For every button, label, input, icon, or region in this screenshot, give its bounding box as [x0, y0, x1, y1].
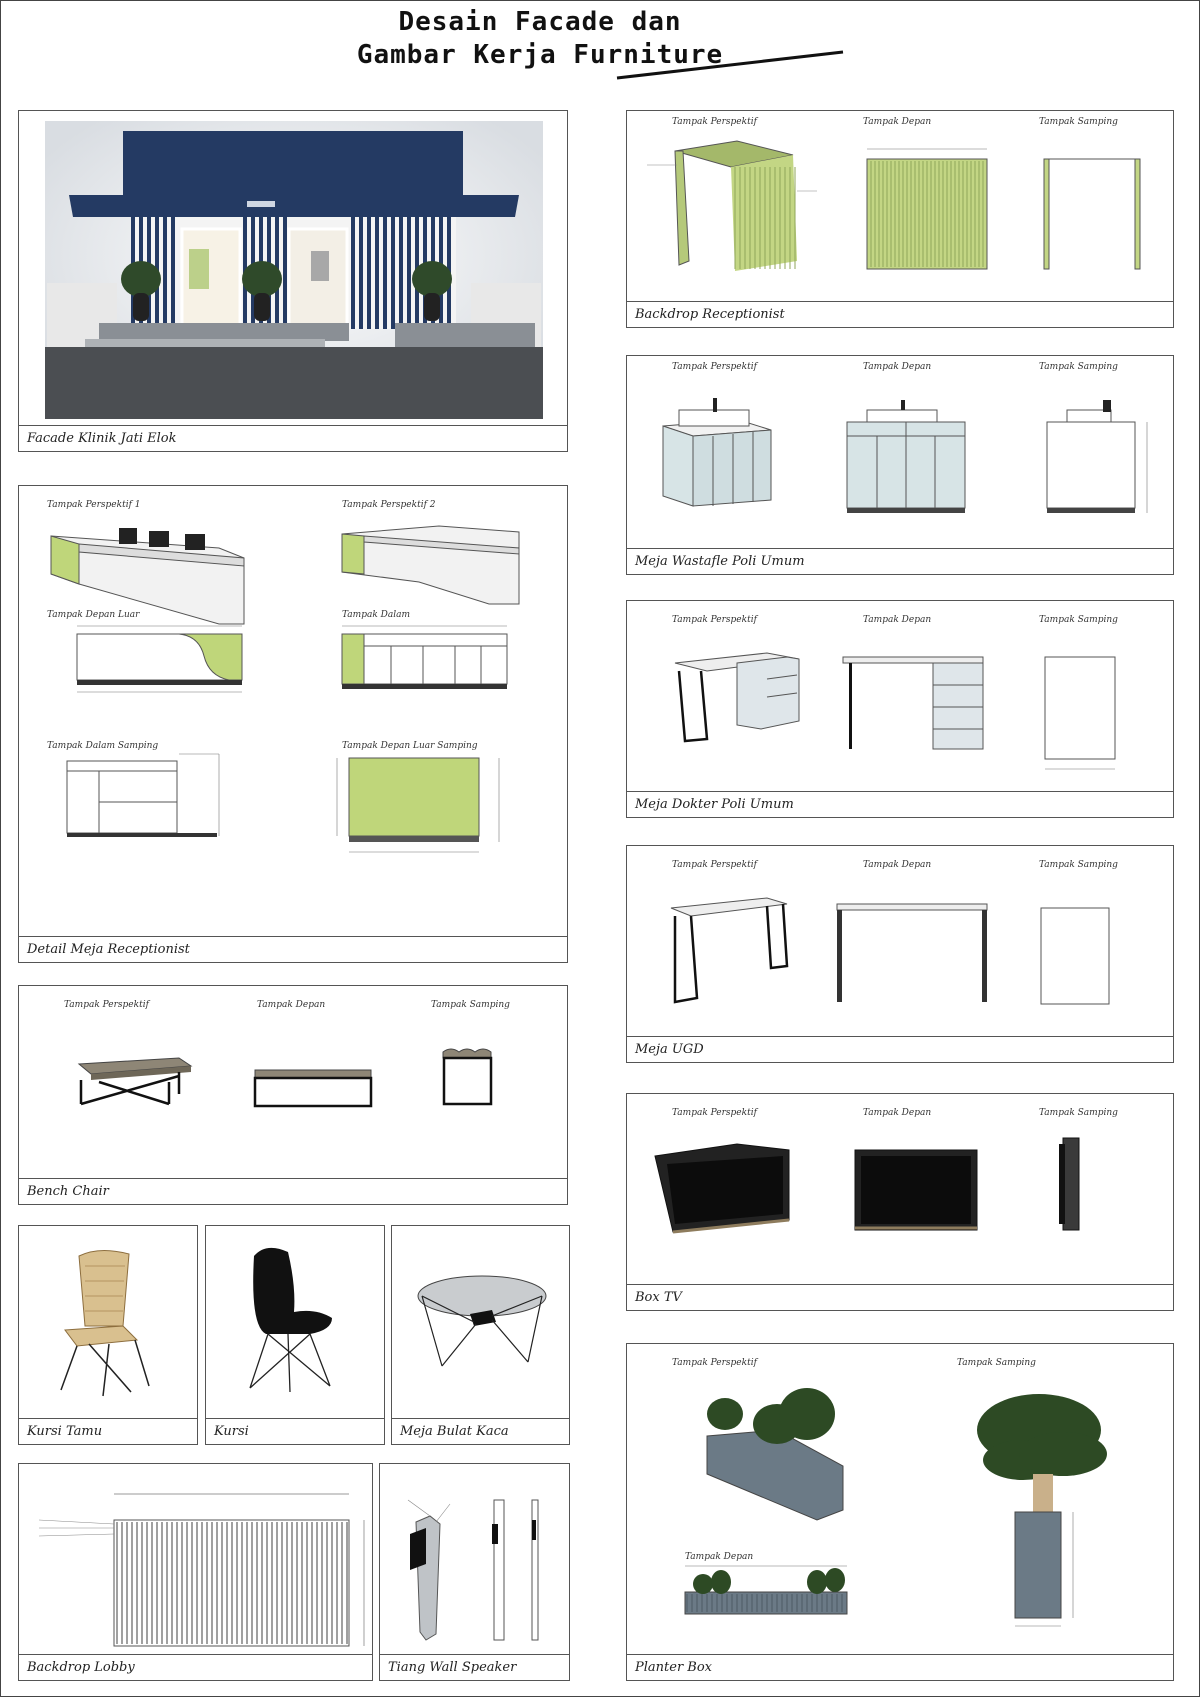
- view-label: Tampak Depan: [863, 362, 932, 372]
- panel-box-tv: [626, 1093, 1174, 1311]
- view-label: Tampak Perspektif: [64, 1000, 149, 1010]
- panel-kursi-tamu: [18, 1225, 198, 1445]
- panel-backdrop-lobby: [18, 1463, 373, 1681]
- wastafel-drawings: [627, 356, 1174, 550]
- backdrop-reception-caption: Backdrop Receptionist: [627, 301, 1173, 327]
- view-label: Tampak Depan: [863, 117, 932, 127]
- reception-drawings: [19, 486, 568, 936]
- view-label: Tampak Samping: [1039, 117, 1118, 127]
- tiang-speaker-caption: Tiang Wall Speaker: [380, 1654, 569, 1680]
- panel-backdrop-reception: [626, 110, 1174, 328]
- view-label: Tampak Depan: [863, 1108, 932, 1118]
- view-label: Tampak Perspektif: [672, 615, 757, 625]
- ugd-caption: Meja UGD: [627, 1036, 1173, 1062]
- view-label: Tampak Perspektif: [672, 860, 757, 870]
- facade-caption: Facade Klinik Jati Elok: [19, 425, 567, 451]
- panel-reception: [18, 485, 568, 963]
- title-line-1: Desain Facade dan: [398, 7, 682, 37]
- dokter-desk-drawings: [627, 601, 1174, 793]
- view-label: Tampak Perspektif: [672, 1358, 757, 1368]
- view-label: Tampak Perspektif 1: [47, 500, 141, 510]
- backdrop-reception-drawings: [627, 111, 1174, 303]
- shell-chair-drawing: [206, 1226, 385, 1420]
- view-label: Tampak Samping: [1039, 1108, 1118, 1118]
- view-label: Tampak Samping: [431, 1000, 510, 1010]
- panel-wastafel: [626, 355, 1174, 575]
- view-label: Tampak Samping: [957, 1358, 1036, 1368]
- panel-tiang-speaker: [379, 1463, 570, 1681]
- ugd-table-drawings: [627, 846, 1174, 1038]
- box-tv-drawings: [627, 1094, 1174, 1286]
- kursi-tamu-caption: Kursi Tamu: [19, 1418, 197, 1444]
- planter-caption: Planter Box: [627, 1654, 1173, 1680]
- glass-table-drawing: [392, 1226, 570, 1420]
- wastafel-caption: Meja Wastafle Poli Umum: [627, 548, 1173, 574]
- speaker-pole-drawing: [380, 1464, 570, 1656]
- backdrop-lobby-drawing: [19, 1464, 373, 1656]
- view-label: Tampak Depan: [863, 860, 932, 870]
- panel-meja-bulat: [391, 1225, 570, 1445]
- panel-planter: [626, 1343, 1174, 1681]
- rattan-chair-drawing: [19, 1226, 198, 1420]
- view-label: Tampak Dalam Samping: [47, 741, 159, 751]
- panel-facade: [18, 110, 568, 452]
- dokter-caption: Meja Dokter Poli Umum: [627, 791, 1173, 817]
- kursi-caption: Kursi: [206, 1418, 384, 1444]
- view-label: Tampak Depan Luar: [47, 610, 140, 620]
- view-label: Tampak Depan: [257, 1000, 326, 1010]
- bench-drawings: [19, 986, 568, 1180]
- panel-ugd: [626, 845, 1174, 1063]
- panel-dokter: [626, 600, 1174, 818]
- view-label: Tampak Perspektif: [672, 1108, 757, 1118]
- meja-bulat-caption: Meja Bulat Kaca: [392, 1418, 569, 1444]
- planter-box-drawings: [627, 1344, 1174, 1656]
- view-label: Tampak Perspektif: [672, 362, 757, 372]
- view-label: Tampak Depan Luar Samping: [342, 741, 478, 751]
- view-label: Tampak Samping: [1039, 860, 1118, 870]
- view-label: Tampak Samping: [1039, 362, 1118, 372]
- title-underline-stroke: [615, 50, 845, 80]
- view-label: Tampak Depan: [863, 615, 932, 625]
- reception-caption: Detail Meja Receptionist: [19, 936, 567, 962]
- panel-kursi: [205, 1225, 385, 1445]
- view-label: Tampak Depan: [685, 1552, 754, 1562]
- view-label: Tampak Perspektif 2: [342, 500, 436, 510]
- view-label: Tampak Perspektif: [672, 117, 757, 127]
- panel-bench: [18, 985, 568, 1205]
- view-label: Tampak Samping: [1039, 615, 1118, 625]
- facade-render: [19, 111, 568, 427]
- box-tv-caption: Box TV: [627, 1284, 1173, 1310]
- backdrop-lobby-caption: Backdrop Lobby: [19, 1654, 372, 1680]
- view-label: Tampak Dalam: [342, 610, 411, 620]
- title-line-2: Gambar Kerja Furniture: [356, 40, 724, 70]
- bench-caption: Bench Chair: [19, 1178, 567, 1204]
